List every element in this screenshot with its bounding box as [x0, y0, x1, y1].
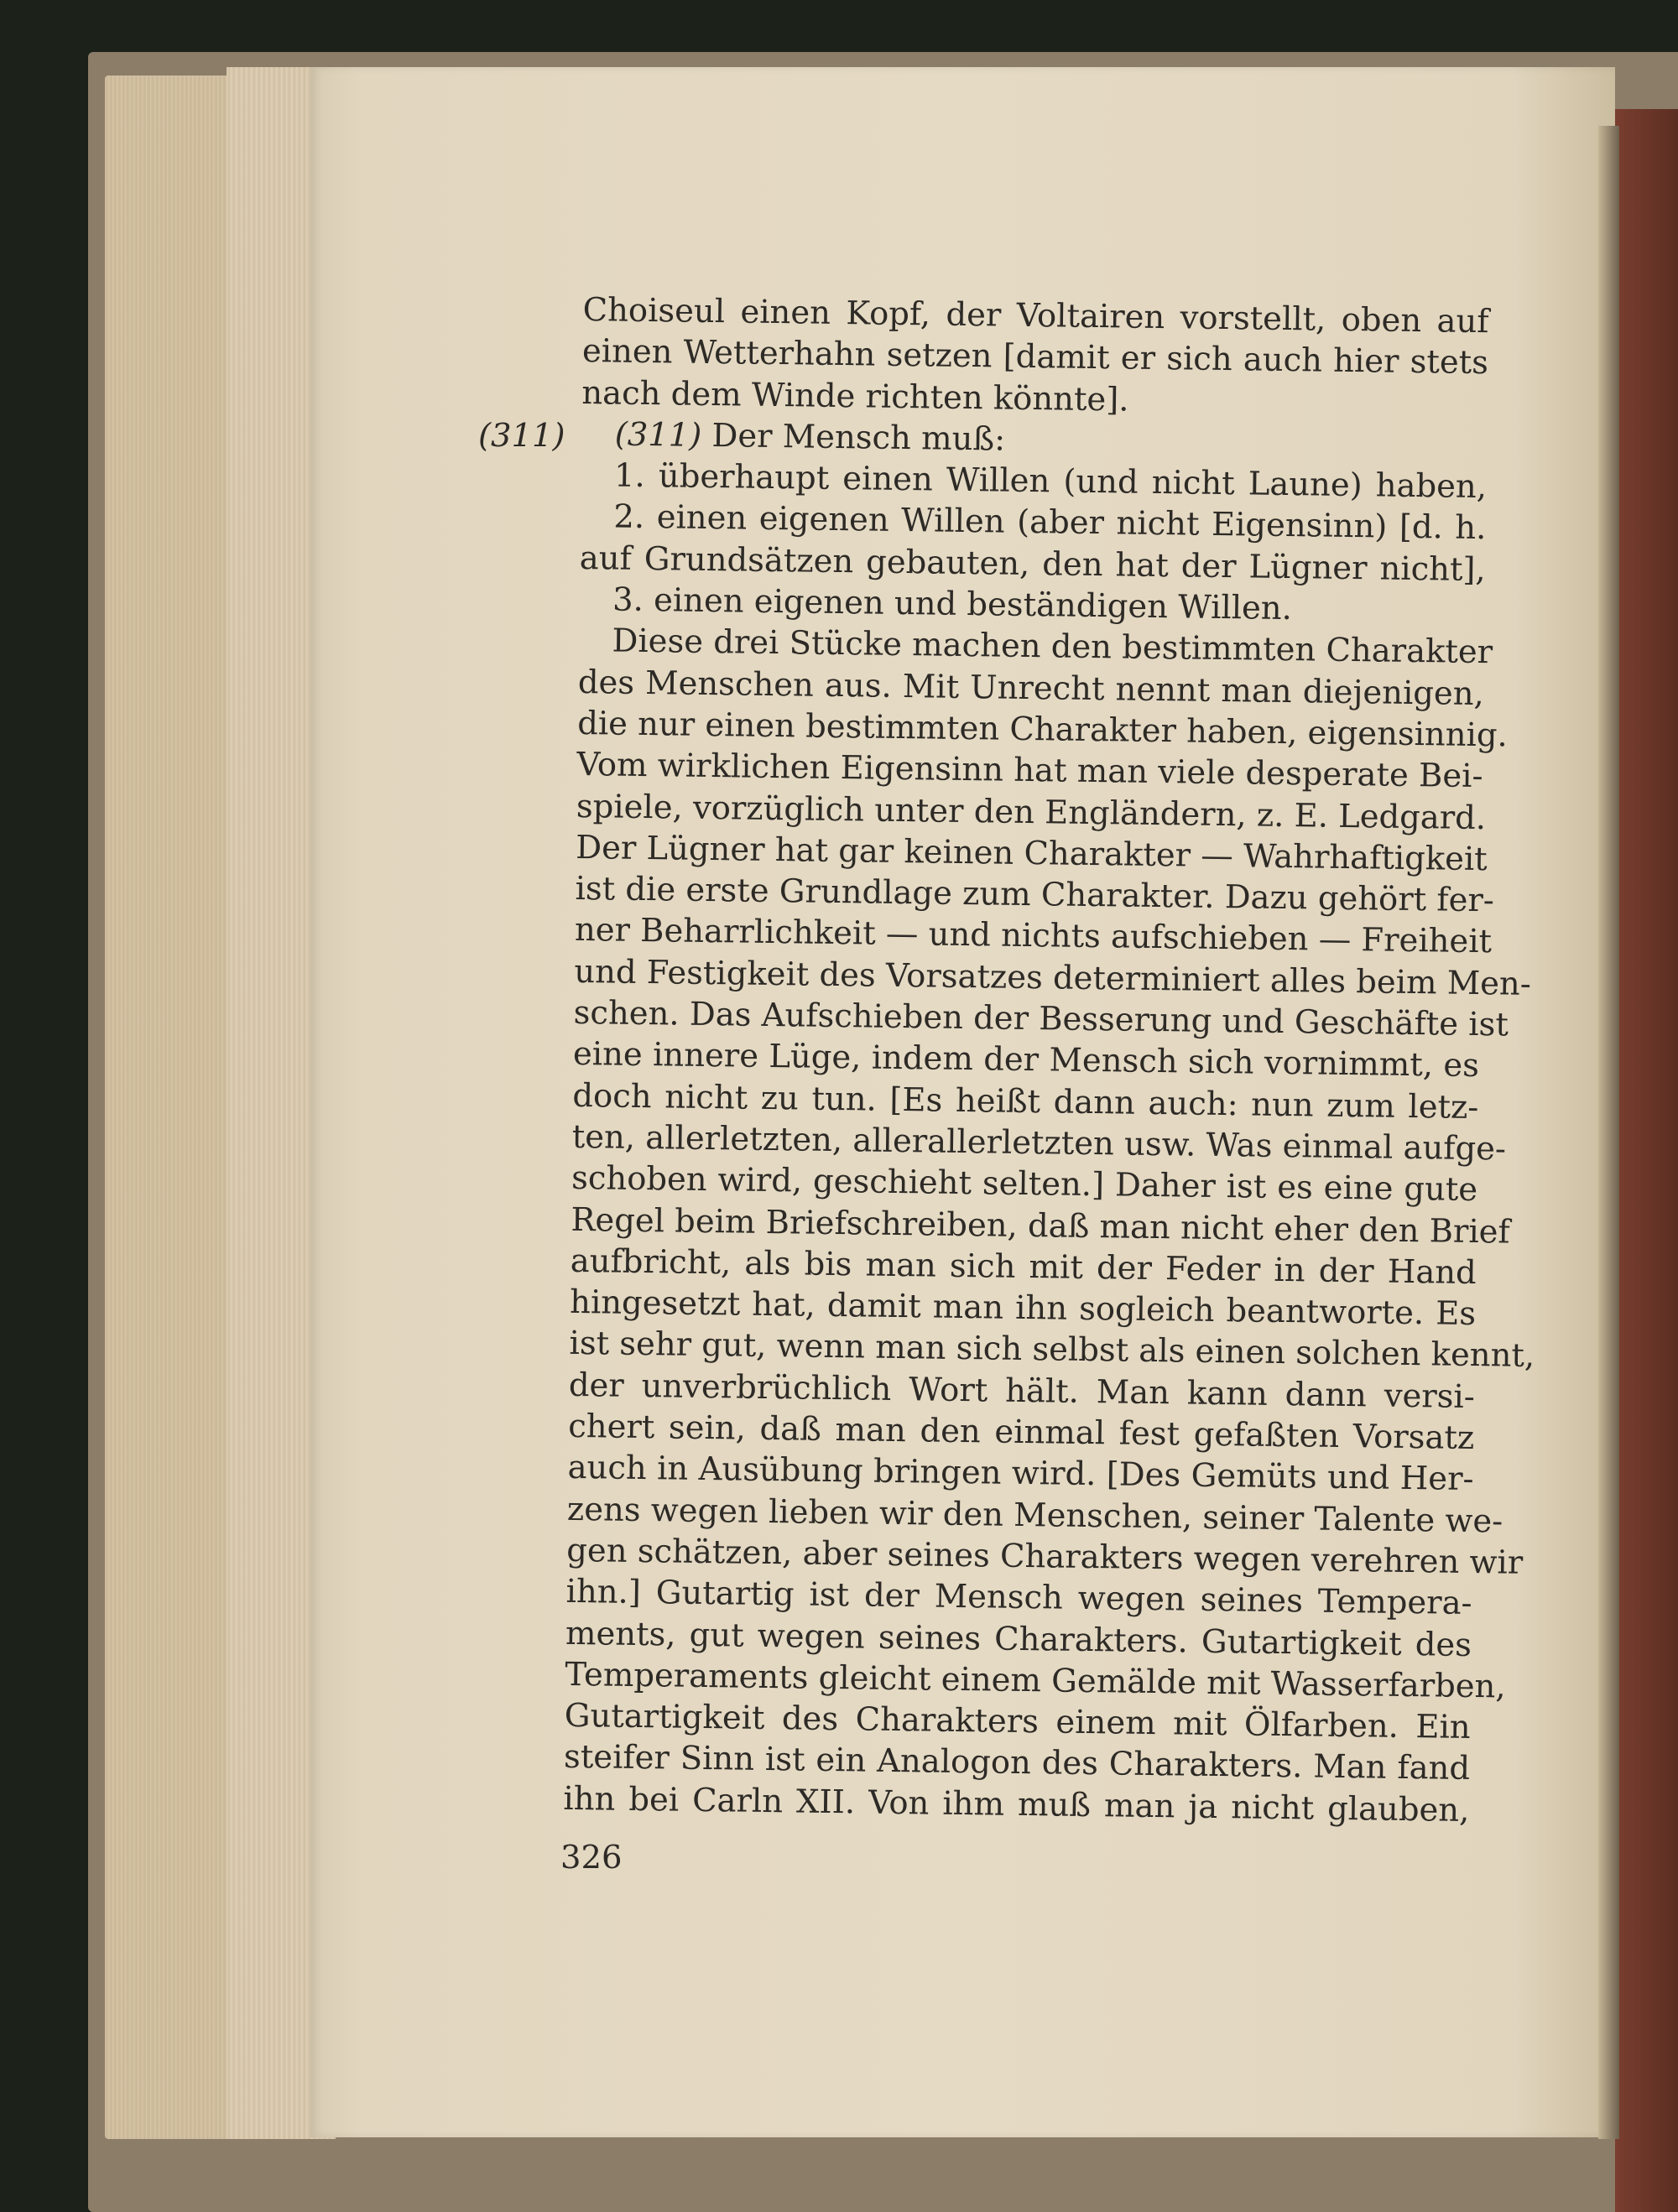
text-line: und Festigkeit des Vorsatzes determiniert alles beim Men- [574, 952, 1532, 1003]
page-number: 326 [560, 1839, 623, 1876]
text-line: zens wegen lieben wir den Menschen, seiner Talente we- [566, 1490, 1503, 1541]
text-line: schoben wird, geschieht selten.] Daher ist es eine gute [571, 1159, 1478, 1210]
text-line: nach dem Winde richten könnte]. [581, 373, 1129, 419]
text-line: Temperaments gleicht einem Gemälde mit Wasserfarben, [565, 1655, 1506, 1706]
paragraph-lead: Der Mensch muß: [701, 416, 1006, 459]
text-line: hingesetzt hat, damit man ihn sogleich beantworte. Es [569, 1283, 1477, 1334]
text-line: ist die erste Grundlage zum Charakter. Dazu gehört fer- [575, 870, 1495, 920]
text-line: ments, gut wegen seines Charakters. Gutartigkeit des [565, 1614, 1472, 1664]
text-line: einen Wetterhahn setzen [damit er sich auch hier stets [581, 332, 1489, 383]
text-line: ner Beharrlichkeit — und nichts aufschieben — Freiheit [574, 911, 1493, 961]
body-text [563, 289, 1535, 1831]
text-line: Vom wirklichen Eigensinn hat man viele desperate Bei- [576, 746, 1483, 796]
text-line: Gutartigkeit des Charakters einem mit Ölfarben. Ein [564, 1696, 1471, 1747]
text-line: auf Grundsätzen gebauten, den hat der Lügner nicht], [579, 539, 1487, 589]
text-line: Regel beim Briefschreiben, daß man nicht eher den Brief [571, 1200, 1511, 1252]
book-gutter [1598, 126, 1619, 2139]
text-line: 2. einen eigenen Willen (aber nicht Eigensinn) [d. h. [613, 497, 1487, 548]
text-line: gen schätzen, aber seines Charakters wegen verehren wir [566, 1531, 1524, 1582]
text-line: der unverbrüchlich Wort hält. Man kann dann versi- [568, 1366, 1476, 1416]
text-line: ihn bei Carln XII. Von ihm muß man ja nicht glauben, [563, 1779, 1470, 1829]
text-line: des Menschen aus. Mit Unrecht nennt man diejenigen, [577, 663, 1485, 713]
text-line: 1. überhaupt einen Willen (und nicht Laune) haben, [613, 456, 1488, 507]
text-line: ihn.] Gutartig ist der Mensch wegen seines Tempera- [565, 1573, 1472, 1623]
text-line: aufbricht, als bis man sich mit der Feder in der Hand [570, 1241, 1477, 1292]
paragraph-number: (311) [614, 415, 702, 455]
text-line: doch nicht zu tun. [Es heißt dann auch: nun zum letz- [572, 1076, 1479, 1127]
text-line: schen. Das Aufschieben der Besserung und Geschäfte ist [573, 993, 1509, 1044]
text-line: Choiseul einen Kopf, der Voltairen vorstellt, oben auf [582, 290, 1489, 341]
text-line: spiele, vorzüglich unter den Engländern, z. E. Ledgard. [576, 787, 1487, 837]
text-line: auch in Ausübung bringen wird. [Des Gemüts und Her- [567, 1449, 1474, 1499]
text-line: die nur einen bestimmten Charakter haben, eigensinnig. [576, 704, 1509, 755]
text-line: eine innere Lüge, indem der Mensch sich vornimmt, es [572, 1035, 1480, 1085]
text-line: 3. einen eigenen und beständigen Willen. [612, 580, 1293, 628]
book-cover-edge [1615, 109, 1678, 2212]
text-line: Diese drei Stücke machen den bestimmten Charakter [612, 622, 1493, 672]
text-line: ist sehr gut, wenn man sich selbst als einen solchen kennt, [569, 1325, 1535, 1376]
margin-note: (311) [478, 417, 565, 455]
text-line: chert sein, daß man den einmal fest gefaßten Vorsatz [567, 1407, 1475, 1458]
text-line: Der Lügner hat gar keinen Charakter — Wahrhaftigkeit [575, 828, 1488, 879]
text-line: ten, allerletzten, allerallerletzten usw. Was einmal aufge- [571, 1117, 1507, 1168]
text-line: steifer Sinn ist ein Analogon des Charakters. Man fand [563, 1738, 1471, 1788]
